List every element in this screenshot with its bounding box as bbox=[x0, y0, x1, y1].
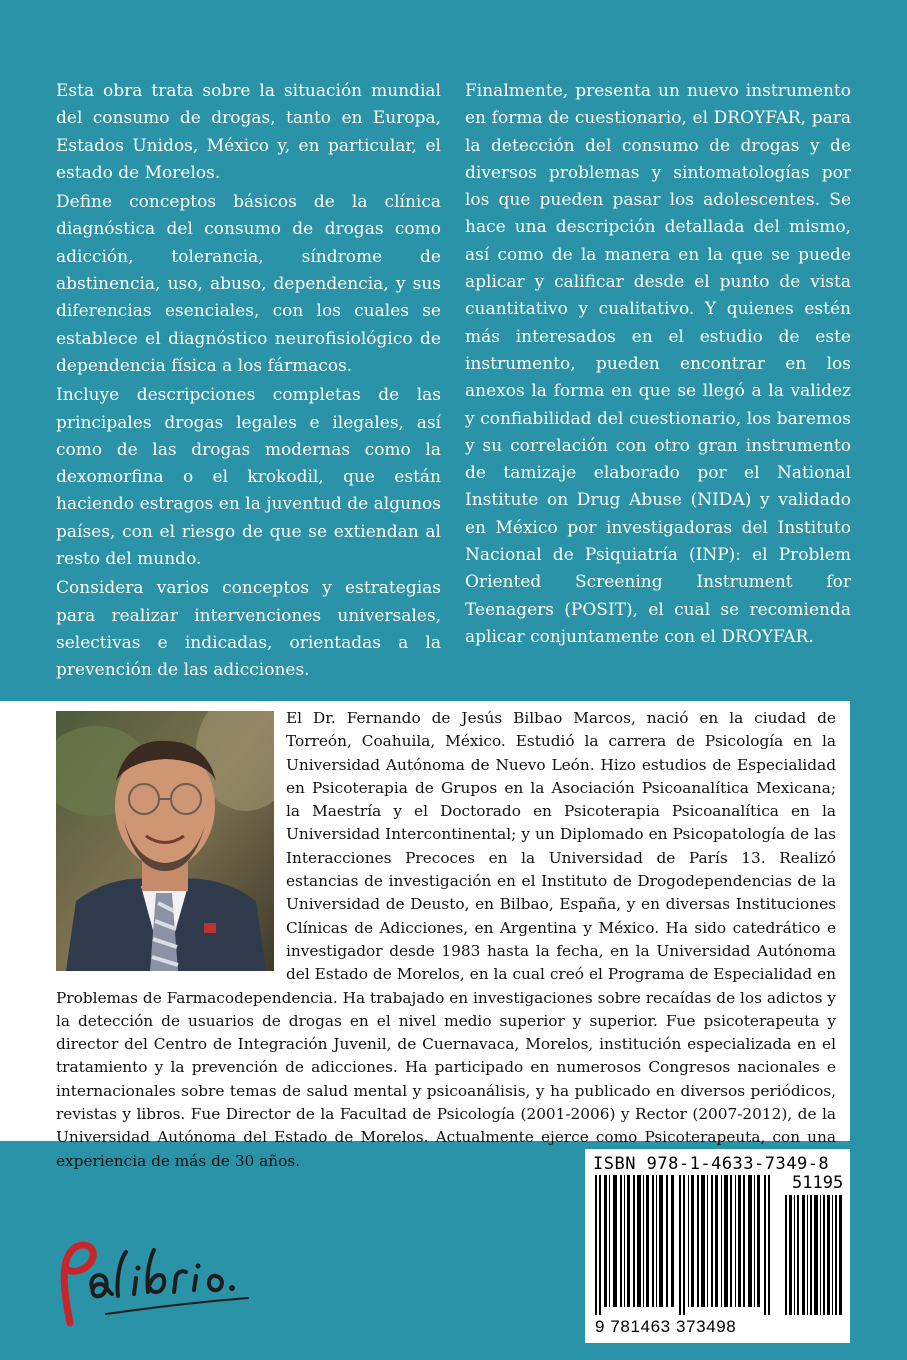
barcode-icon bbox=[593, 1175, 778, 1315]
description-paragraph: Considera varios conceptos y estrategias para realizar intervenciones universales, selectivas e indicadas, orientadas a la prevención de las adicciones. bbox=[56, 578, 441, 681]
publisher-logo bbox=[48, 1208, 278, 1333]
description-paragraph: Define conceptos básicos de la clínica diagnóstica del consumo de drogas como adicción, tolerancia, síndrome de abstinencia, uso, abuso, dependencia, y sus diferencias esenciales, con los cuales se establece el diagnóstico neurofisiológico de dependencia física a los fármacos. bbox=[56, 192, 441, 376]
isbn-label: ISBN 978-1-4633-7349-8 bbox=[593, 1154, 830, 1174]
isbn-digits: 9 781463 373498 bbox=[595, 1317, 737, 1336]
description-paragraph: Finalmente, presenta un nuevo instrumento en forma de cuestionario, el DROYFAR, para la detección del consumo de drogas y de diversos problemas y sintomatologías por los que pueden pasar los adolescentes. Se hace una descripción detallada del mismo, así como de la manera en la que se puede aplicar y calificar desde el punto de vista cuantitativo y cualitativo. Y quienes estén más interesados en el estudio de este instrumento, pueden encontrar en los anexos la forma en que se llegó a la validez y confiabilidad del cuestionario, los baremos y su correlación con otro gran instrumento de tamizaje elaborado por el National Institute on Drug Abuse (NIDA) y validado en México por investigadoras del Instituto Nacional de Psiquiatría (INP): el Problem Oriented Screening Instrument for Teenagers (POSIT), el cual se recomienda aplicar conjuntamente con el DROYFAR. bbox=[465, 81, 851, 647]
right-description-column bbox=[465, 78, 851, 653]
author-bio-text bbox=[56, 707, 836, 1173]
left-description-column bbox=[56, 78, 441, 687]
isbn-barcode bbox=[585, 1149, 850, 1343]
price-code: 51195 bbox=[792, 1173, 844, 1193]
description-paragraph: Esta obra trata sobre la situación mundial del consumo de drogas, tanto en Europa, Estados Unidos, México y, en particular, el estado de Morelos. bbox=[56, 81, 441, 183]
addon-barcode-icon bbox=[785, 1195, 843, 1315]
description-paragraph: Incluye descripciones completas de las principales drogas legales e ilegales, así como de las drogas modernas como la dexomorfina o el krokodil, que están haciendo estragos en la juventud de algunos países, con el riesgo de que se extiendan al resto del mundo. bbox=[56, 385, 441, 570]
author-bio: El Dr. Fernando de Jesús Bilbao Marcos, nació en la ciudad de Torreón, Coahuila, México. Estudió la carrera de Psicología en la Universidad Autónoma de Nuevo León. Hizo estudios de Especialidad en Psicoterapia de Grupos en la Asociación Psicoanalítica Mexicana; la Maestría y el Doctorado en Psicoterapia Psicoanalítica en la Universidad Intercontinental; y un Diplomado en Psicopatología de las Interacciones Precoces en la Universidad de París 13. Realizó estancias de investigación en el Instituto de Drogodependencias de la Universidad de Deusto, en Bilbao, España, y en diversas Instituciones Clínicas de Adicciones, en Argentina y México. Ha sido catedrático e investigador desde 1983 hasta la fecha, en la Universidad Autónoma del Estado de Morelos, en la cual creó el Programa de Especialidad en Problemas de Farmacodependencia. Ha trabajado en investigaciones sobre recaídas de los adictos y la detección de usuarios de drogas en el nivel medio superior y superior. Fue psicoterapeuta y director del Centro de Integración Juvenil, de Cuernavaca, Morelos, institución especializada en el tratamiento y la prevención de adicciones. Ha participado en numerosos Congresos nacionales e internacionales sobre temas de salud mental y psicoanálisis, y ha publicado en diversos periódicos, revistas y libros. Fue Director de la Facultad de Psicología (2001-2006) y Rector (2007-2012), de la Universidad Autónoma del Estado de Morelos. Actualmente ejerce como Psicoterapeuta, con una experiencia de más de 30 años. bbox=[56, 709, 836, 1170]
